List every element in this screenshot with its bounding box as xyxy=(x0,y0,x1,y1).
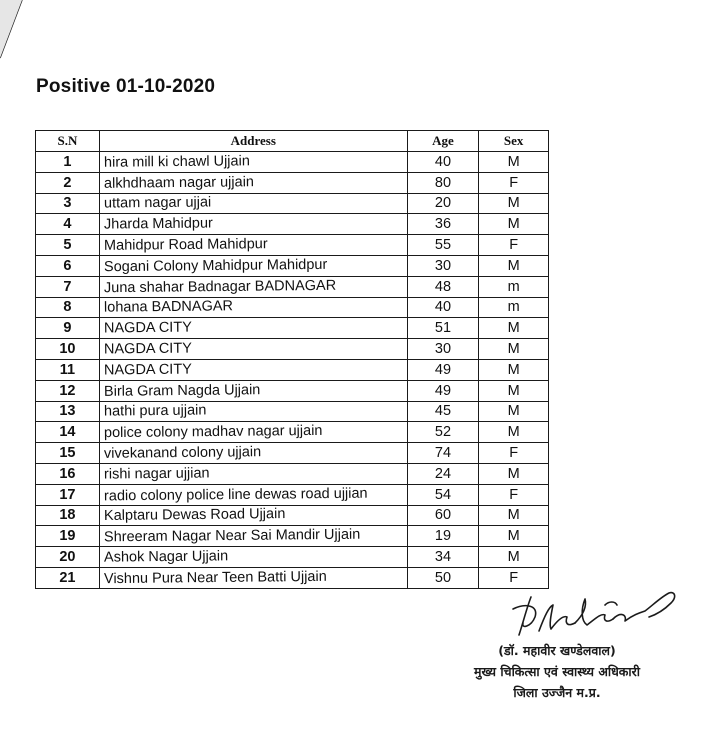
cell-sn: 11 xyxy=(36,359,100,380)
cell-sn: 9 xyxy=(36,318,100,339)
cell-sn: 18 xyxy=(36,505,100,526)
cell-age: 74 xyxy=(407,443,479,464)
cell-sex: F xyxy=(479,443,549,464)
cell-sex: M xyxy=(479,422,549,443)
cell-address xyxy=(99,193,407,214)
cell-sex: M xyxy=(479,152,549,173)
table-row xyxy=(36,401,549,422)
cell-sn: 14 xyxy=(36,422,100,443)
cell-sex: M xyxy=(479,505,549,526)
officer-district: जिला उज्जैन म.प्र. xyxy=(513,685,601,700)
table-row xyxy=(36,505,549,526)
header-sex: Sex xyxy=(479,131,549,152)
cell-address xyxy=(99,547,407,568)
cell-age: 30 xyxy=(407,255,479,276)
cell-sex: M xyxy=(479,214,549,235)
table-header-row xyxy=(36,131,549,152)
cell-age: 40 xyxy=(407,152,479,173)
address-text: hira mill ki chawl Ujjain xyxy=(103,153,250,171)
address-text: Birla Gram Nagda Ujjain xyxy=(103,381,261,400)
table-row xyxy=(36,172,549,193)
cell-age: 36 xyxy=(407,214,479,235)
cell-address xyxy=(99,172,407,193)
table-row xyxy=(36,276,549,297)
page-corner-fold xyxy=(0,0,40,60)
cell-age: 51 xyxy=(407,318,479,339)
cell-age: 40 xyxy=(407,297,479,318)
officer-designation: मुख्य चिकित्सा एवं स्वास्थ्य अधिकारी xyxy=(474,664,640,679)
cell-age: 34 xyxy=(407,547,479,568)
address-text: vivekanand colony ujjain xyxy=(103,444,262,462)
cell-sn: 1 xyxy=(36,152,100,173)
cell-address xyxy=(99,359,407,380)
cell-address xyxy=(99,484,407,505)
cell-address xyxy=(99,463,407,484)
address-text: NAGDA CITY xyxy=(103,319,192,337)
cell-sex: M xyxy=(479,401,549,422)
cell-sex: M xyxy=(479,318,549,339)
cell-sex: M xyxy=(479,526,549,547)
cell-sn: 12 xyxy=(36,380,100,401)
positive-cases-table xyxy=(35,130,549,589)
table-row xyxy=(36,380,549,401)
table-row xyxy=(36,526,549,547)
table-row xyxy=(36,359,549,380)
cell-address xyxy=(99,235,407,256)
table-row xyxy=(36,484,549,505)
header-sn: S.N xyxy=(36,131,100,152)
cell-sex: M xyxy=(479,359,549,380)
cell-sex: M xyxy=(479,193,549,214)
cell-sn: 6 xyxy=(36,255,100,276)
address-text: Vishnu Pura Near Teen Batti Ujjain xyxy=(103,568,327,587)
cell-address xyxy=(99,297,407,318)
cell-sn: 7 xyxy=(36,276,100,297)
address-text: Juna shahar Badnagar BADNAGAR xyxy=(103,277,337,296)
officer-stamp xyxy=(452,640,662,703)
cell-sex: M xyxy=(479,339,549,360)
table-row xyxy=(36,547,549,568)
table-row xyxy=(36,422,549,443)
table-row xyxy=(36,463,549,484)
address-text: Shreeram Nagar Near Sai Mandir Ujjain xyxy=(103,526,361,546)
cell-age: 45 xyxy=(407,401,479,422)
table-row xyxy=(36,339,549,360)
address-text: radio colony police line dewas road ujjian xyxy=(103,485,368,505)
table-body xyxy=(36,152,549,589)
cell-address xyxy=(99,380,407,401)
cell-age: 24 xyxy=(407,463,479,484)
cell-address xyxy=(99,339,407,360)
cell-sn: 16 xyxy=(36,463,100,484)
cell-sex: F xyxy=(479,484,549,505)
cell-sex: M xyxy=(479,547,549,568)
cell-sex: F xyxy=(479,567,549,588)
cell-sn: 4 xyxy=(36,214,100,235)
table-row xyxy=(36,214,549,235)
cell-sn: 3 xyxy=(36,193,100,214)
cell-sn: 5 xyxy=(36,235,100,256)
table-row xyxy=(36,297,549,318)
cell-sn: 13 xyxy=(36,401,100,422)
cell-address xyxy=(99,318,407,339)
cell-age: 49 xyxy=(407,380,479,401)
address-text: alkhdhaam nagar ujjain xyxy=(103,173,254,192)
cell-address xyxy=(99,567,407,588)
table-row xyxy=(36,318,549,339)
cell-sex: M xyxy=(479,463,549,484)
address-text: NAGDA CITY xyxy=(103,361,192,379)
handwritten-signature xyxy=(505,585,685,647)
cell-age: 19 xyxy=(407,526,479,547)
address-text: police colony madhav nagar ujjain xyxy=(103,423,323,442)
address-text: NAGDA CITY xyxy=(103,340,192,358)
page-title: Positive 01-10-2020 xyxy=(36,76,216,97)
table-row xyxy=(36,567,549,588)
cell-age: 80 xyxy=(407,172,479,193)
cell-address xyxy=(99,422,407,443)
address-text: hathi pura ujjain xyxy=(103,402,207,420)
cell-age: 48 xyxy=(407,276,479,297)
cell-age: 60 xyxy=(407,505,479,526)
header-address: Address xyxy=(99,131,407,152)
address-text: uttam nagar ujjai xyxy=(103,194,212,213)
address-text: Ashok Nagar Ujjain xyxy=(103,548,229,566)
address-text: Jharda Mahidpur xyxy=(103,215,213,233)
cell-address xyxy=(99,276,407,297)
cell-address xyxy=(99,255,407,276)
cell-age: 52 xyxy=(407,422,479,443)
cell-sn: 15 xyxy=(36,443,100,464)
cell-address xyxy=(99,526,407,547)
cell-age: 49 xyxy=(407,359,479,380)
cell-sex: M xyxy=(479,380,549,401)
cell-sex: m xyxy=(479,297,549,318)
address-text: rishi nagar ujjian xyxy=(103,465,210,483)
cell-age: 20 xyxy=(407,193,479,214)
cell-sex: F xyxy=(479,235,549,256)
cell-age: 54 xyxy=(407,484,479,505)
table-row xyxy=(36,443,549,464)
cell-address xyxy=(99,152,407,173)
cell-address xyxy=(99,401,407,422)
cell-address xyxy=(99,214,407,235)
cell-address xyxy=(99,505,407,526)
cell-age: 30 xyxy=(407,339,479,360)
cell-sn: 8 xyxy=(36,297,100,318)
address-text: Sogani Colony Mahidpur Mahidpur xyxy=(103,256,328,276)
address-text: lohana BADNAGAR xyxy=(103,298,233,317)
table-row xyxy=(36,193,549,214)
cell-age: 50 xyxy=(407,567,479,588)
address-text: Mahidpur Road Mahidpur xyxy=(103,236,268,254)
table-row xyxy=(36,255,549,276)
header-age: Age xyxy=(407,131,479,152)
cell-sn: 2 xyxy=(36,172,100,193)
cell-sn: 21 xyxy=(36,567,100,588)
table-row xyxy=(36,152,549,173)
cell-sn: 20 xyxy=(36,547,100,568)
cell-sn: 17 xyxy=(36,484,100,505)
address-text: Kalptaru Dewas Road Ujjain xyxy=(103,506,286,525)
cell-sex: F xyxy=(479,172,549,193)
table-row xyxy=(36,235,549,256)
cell-sn: 10 xyxy=(36,339,100,360)
cell-age: 55 xyxy=(407,235,479,256)
cell-sex: M xyxy=(479,255,549,276)
cell-address xyxy=(99,443,407,464)
officer-name: (डॉ. महावीर खण्डेलवाल) xyxy=(498,643,616,658)
cell-sex: m xyxy=(479,276,549,297)
cell-sn: 19 xyxy=(36,526,100,547)
